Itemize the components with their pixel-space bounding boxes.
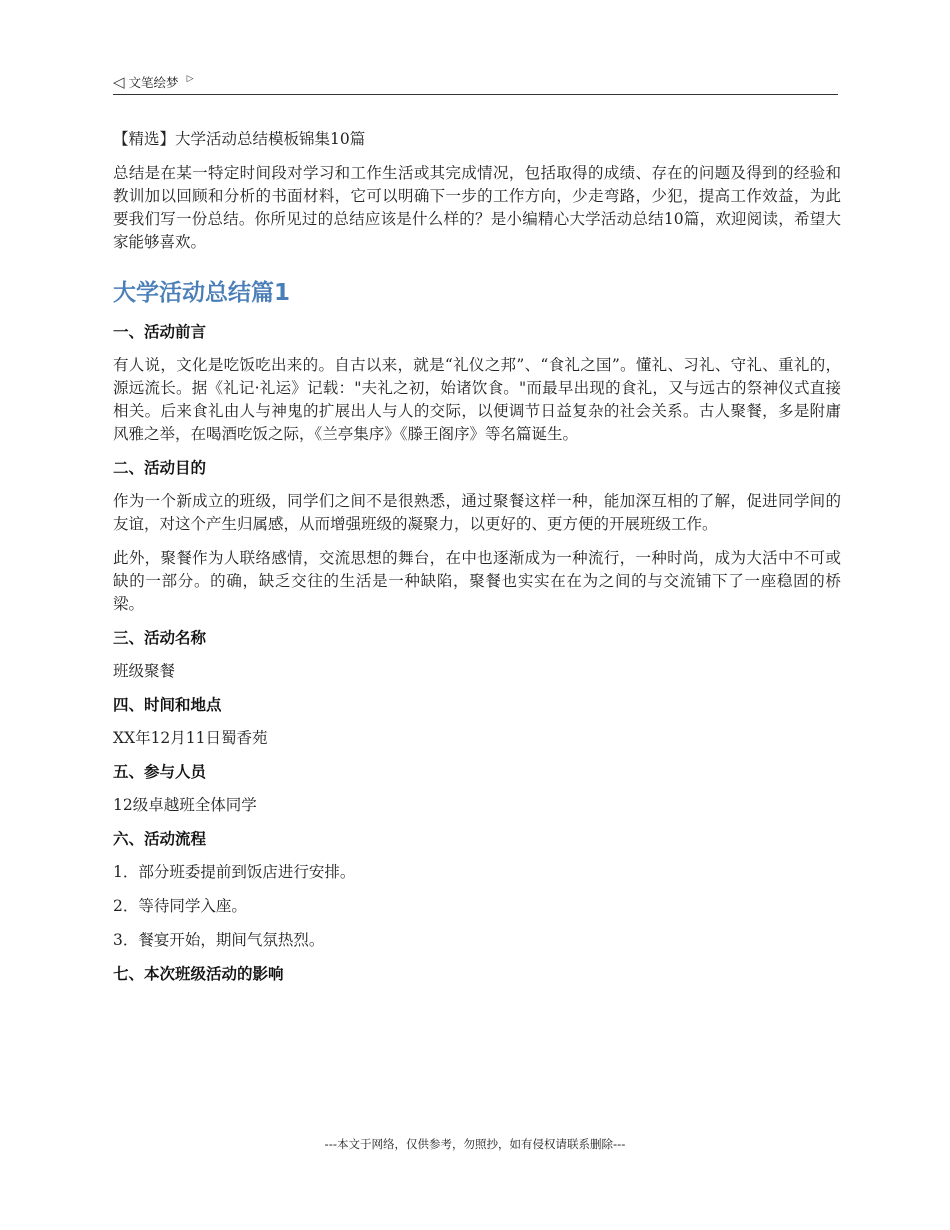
list-item: 1．部分班委提前到饭店进行安排。	[113, 863, 356, 881]
right-triangle-icon: ▷	[186, 74, 194, 84]
section-heading: 一、活动前言	[113, 323, 207, 341]
section-paragraph: 班级聚餐	[113, 662, 176, 680]
list-item: 3．餐宴开始，期间气氛热烈。	[113, 931, 325, 949]
section-heading: 六、活动流程	[113, 830, 207, 848]
section-paragraph: 有人说，文化是吃饭吃出来的。自古以来，就是“礼仪之邦”、“食礼之国”。懂礼、习礼、守礼、重礼的，源远流长。据《礼记·礼运》记载："夫礼之初，始诸饮食。"而最早出现的食礼，又与远古的祭神仪式直接相关。后来食礼由人与神鬼的扩展出人与人的交际，以便调节日益复杂的社会关系。古人聚餐，多是附庸风雅之举，在喝酒吃饭之际，《兰亭集序》《滕王阁序》等名篇诞生。	[113, 356, 841, 443]
section-paragraph: 作为一个新成立的班级，同学们之间不是很熟悉，通过聚餐这样一种，能加深互相的了解，促进同学间的友谊，对这个产生归属感，从而增强班级的凝聚力，以更好的、更方便的开展班级工作。	[113, 492, 841, 533]
section-heading: 五、参与人员	[113, 763, 207, 781]
section-paragraph: 此外，聚餐作为人联络感情，交流思想的舞台，在中也逐渐成为一种流行，一种时尚，成为大活中不可或缺的一部分。的确，缺乏交往的生活是一种缺陷，聚餐也实实在在为之间的与交流铺下了一座稳固的桥梁。	[113, 549, 841, 613]
list-item: 2．等待同学入座。	[113, 897, 247, 915]
section-heading: 三、活动名称	[113, 629, 207, 647]
section-paragraph: XX年12月11日蜀香苑	[113, 729, 268, 747]
page-header	[113, 70, 838, 95]
document-body	[113, 128, 841, 996]
section-paragraph: 12级卓越班全体同学	[113, 796, 257, 814]
left-triangle-icon: ◁	[113, 72, 125, 91]
section-heading: 七、本次班级活动的影响	[113, 965, 284, 983]
section-heading: 二、活动目的	[113, 459, 207, 477]
intro-paragraph: 总结是在某一特定时间段对学习和工作生活或其完成情况，包括取得的成绩、存在的问题及得到的经验和教训加以回顾和分析的书面材料，它可以明确下一步的工作方向，少走弯路，少犯，提高工作效益，为此要我们写一份总结。你所见过的总结应该是什么样的？是小编精心大学活动总结10篇，欢迎阅读，希望大家能够喜欢。	[113, 164, 841, 251]
section-heading: 四、时间和地点	[113, 696, 222, 714]
page-footer: ---本文于网络，仅供参考，勿照抄，如有侵权请联系删除---	[324, 1137, 626, 1151]
header-brand: 文笔绘梦	[128, 75, 179, 90]
document-title: 【精选】大学活动总结模板锦集10篇	[113, 130, 366, 148]
section-title: 大学活动总结篇1	[113, 280, 291, 306]
